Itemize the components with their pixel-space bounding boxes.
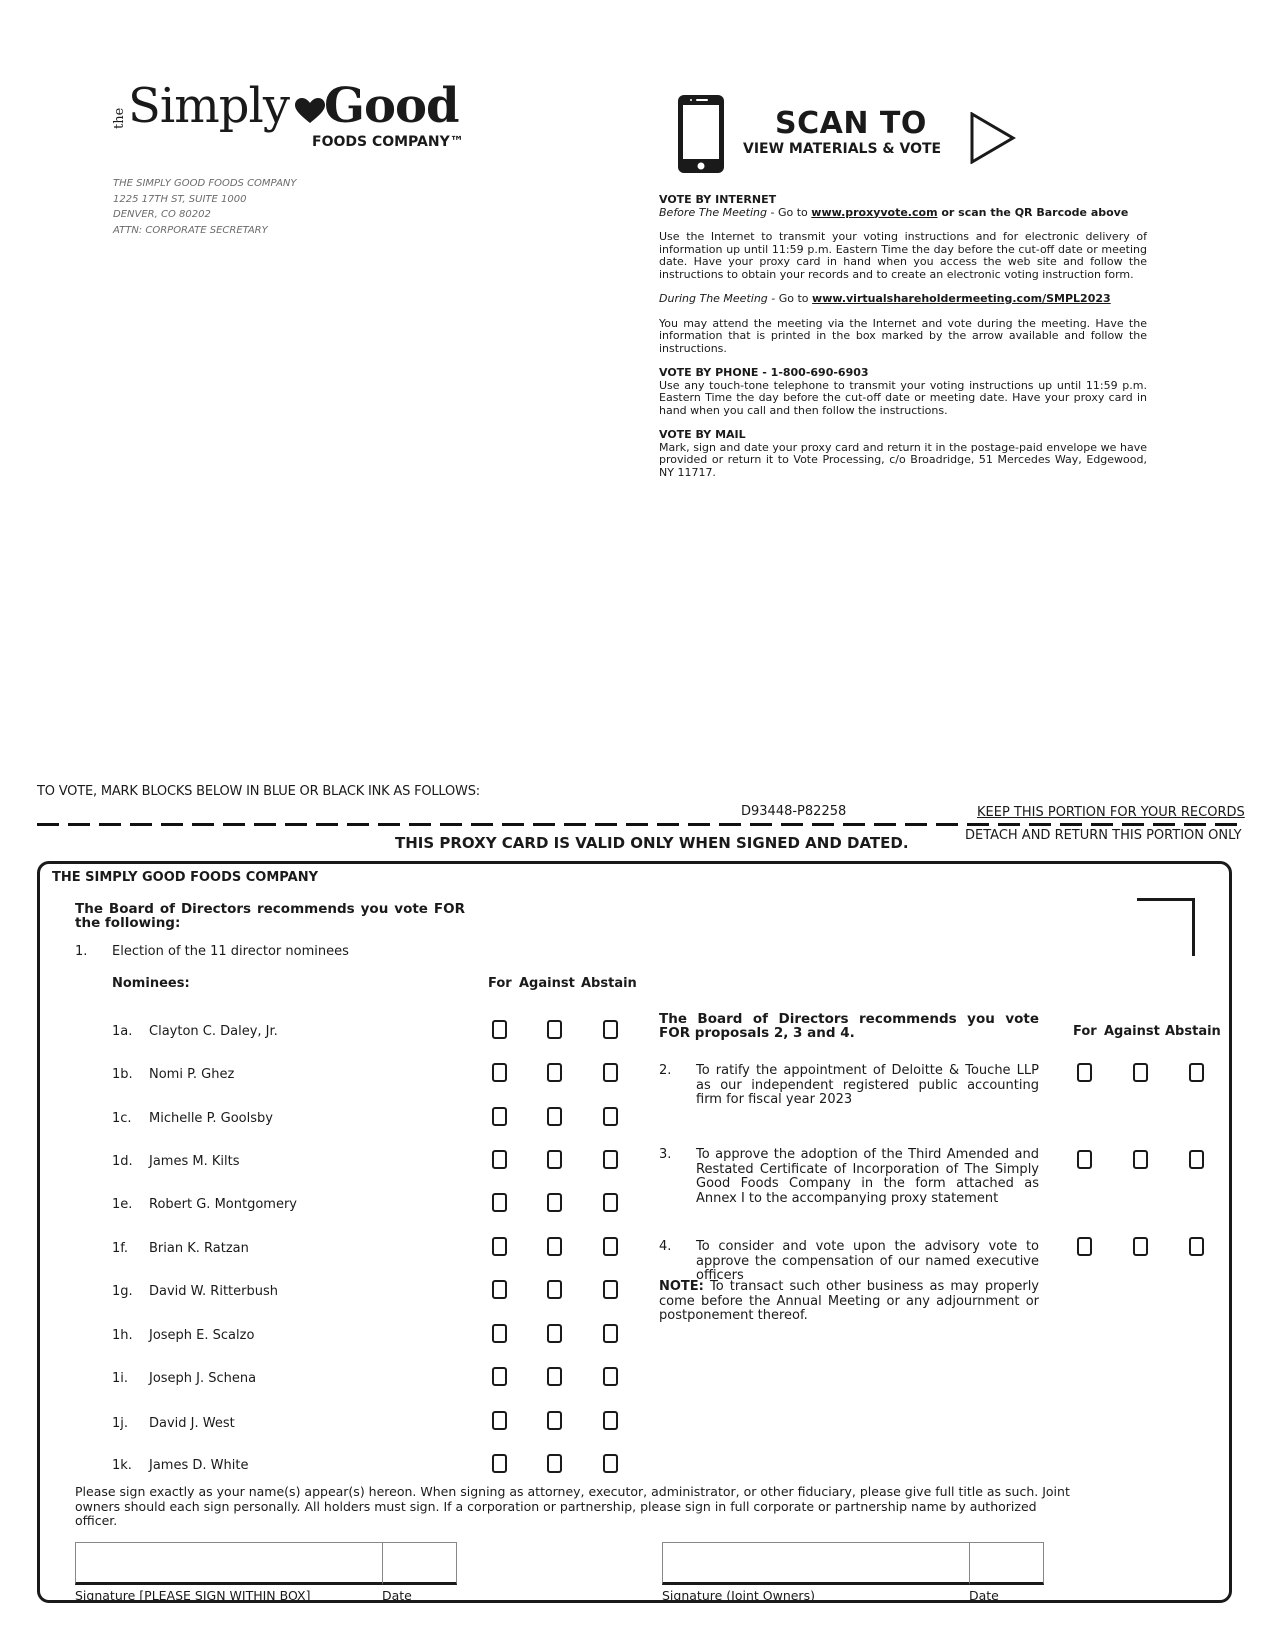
checkbox-2-for[interactable] xyxy=(1077,1063,1092,1082)
joint-date-field[interactable] xyxy=(969,1542,1044,1585)
checkbox-1i-for[interactable] xyxy=(492,1367,507,1386)
internet-heading: VOTE BY INTERNET xyxy=(659,193,777,206)
checkbox-1g-for[interactable] xyxy=(492,1280,507,1299)
checkbox-1e-against[interactable] xyxy=(547,1193,562,1212)
nominee-row: 1b. Nomi P. Ghez xyxy=(112,1067,235,1082)
mail-body: Mark, sign and date your proxy card and return it in the postage-paid envelope we have provided or return it to Vote Processing, c/o Broadridge, 51 Mercedes Way, Edgewood, NY 11717. xyxy=(659,440,1147,479)
logo-the: the xyxy=(112,107,127,129)
note: NOTE: To transact such other business as may properly come before the Annual Meeting or any adjournment or postponement thereof. xyxy=(659,1279,1039,1323)
proposal-4: 4. To consider and vote upon the advisory vote to approve the compensation of our named executive officers xyxy=(659,1239,1039,1283)
logo-simply: Simply xyxy=(128,78,289,134)
corner-registration-mark xyxy=(1137,898,1195,956)
checkbox-3-for[interactable] xyxy=(1077,1150,1092,1169)
return-address xyxy=(113,176,297,238)
scan-title: SCAN TO xyxy=(775,106,927,141)
nominee-row: 1a. Clayton C. Daley, Jr. xyxy=(112,1024,278,1039)
address-line: ATTN: CORPORATE SECRETARY xyxy=(113,224,268,236)
logo-foods-company: FOODS COMPANY™ xyxy=(312,134,464,150)
internet-during-line: During The Meeting - Go to www.virtualshareholdermeeting.com/SMPL2023 xyxy=(659,292,1111,305)
document-id: D93448-P82258 xyxy=(741,804,847,819)
phone-body: Use any touch-tone telephone to transmit your voting instructions up until 11:59 p.m. Eastern Time the day before the cut-off date or meeting date. Have your proxy card in hand when you call and then follow the instructions. xyxy=(659,378,1147,417)
column-abstain: Abstain xyxy=(581,976,637,991)
board-recommendation-1: The Board of Directors recommends you vote FOR the following: xyxy=(75,901,465,931)
joint-signature-field[interactable] xyxy=(662,1542,970,1585)
internet-before-line: Before The Meeting - Go to www.proxyvote.com or scan the QR Barcode above xyxy=(659,205,1129,219)
voting-instructions xyxy=(659,194,1147,479)
checkbox-1a-abstain[interactable] xyxy=(603,1020,618,1039)
address-line: 1225 17TH ST, SUITE 1000 xyxy=(113,193,247,205)
proposal-1: 1. Election of the 11 director nominees xyxy=(75,944,349,959)
proposal-2: 2. To ratify the appointment of Deloitte & Touche LLP as our independent registered public accounting firm for fiscal year 2023 xyxy=(659,1063,1039,1107)
joint-signature-label: Signature (Joint Owners) xyxy=(662,1588,815,1603)
heart-icon xyxy=(295,98,325,129)
signature-label: Signature [PLEASE SIGN WITHIN BOX] xyxy=(75,1588,311,1603)
checkbox-4-abstain[interactable] xyxy=(1189,1237,1204,1256)
nominee-row: 1k. James D. White xyxy=(112,1458,249,1473)
nominee-row: 1d. James M. Kilts xyxy=(112,1154,240,1169)
checkbox-1f-against[interactable] xyxy=(547,1237,562,1256)
proposal-3: 3. To approve the adoption of the Third Amended and Restated Certificate of Incorporation of The Simply Good Foods Company in the form attached as Annex I to the accompanying proxy statement xyxy=(659,1147,1039,1206)
checkbox-4-for[interactable] xyxy=(1077,1237,1092,1256)
keep-portion-label: KEEP THIS PORTION FOR YOUR RECORDS xyxy=(977,805,1245,820)
address-line: THE SIMPLY GOOD FOODS COMPANY xyxy=(113,178,297,189)
signing-instructions: Please sign exactly as your name(s) appear(s) hereon. When signing as attorney, executor, administrator, or other fiduciary, please give full title as such. Joint owners should each sign personally. All holders must sign. If a corporation or partnership, please sign in full corporate or partnership name by authorized officer. xyxy=(75,1484,1070,1528)
checkbox-1b-abstain[interactable] xyxy=(603,1063,618,1082)
detach-portion-label: DETACH AND RETURN THIS PORTION ONLY xyxy=(965,828,1242,843)
mail-heading: VOTE BY MAIL xyxy=(659,428,746,441)
checkbox-1i-abstain[interactable] xyxy=(603,1367,618,1386)
checkbox-1g-abstain[interactable] xyxy=(603,1280,618,1299)
company-logo xyxy=(112,78,472,154)
nominees-heading: Nominees: xyxy=(112,976,190,991)
checkbox-1d-for[interactable] xyxy=(492,1150,507,1169)
checkbox-4-against[interactable] xyxy=(1133,1237,1148,1256)
checkbox-1b-against[interactable] xyxy=(547,1063,562,1082)
column-abstain: Abstain xyxy=(1165,1024,1221,1039)
nominee-row: 1f. Brian K. Ratzan xyxy=(112,1241,249,1256)
checkbox-1f-abstain[interactable] xyxy=(603,1237,618,1256)
phone-heading: VOTE BY PHONE - 1-800-690-6903 xyxy=(659,366,869,379)
checkbox-1c-against[interactable] xyxy=(547,1107,562,1126)
nominee-row: 1i. Joseph J. Schena xyxy=(112,1371,257,1386)
board-recommendation-2: The Board of Directors recommends you vote FOR proposals 2, 3 and 4. xyxy=(659,1011,1039,1041)
checkbox-2-against[interactable] xyxy=(1133,1063,1148,1082)
mark-instructions: TO VOTE, MARK BLOCKS BELOW IN BLUE OR BLACK INK AS FOLLOWS: xyxy=(37,784,480,799)
card-company-name: THE SIMPLY GOOD FOODS COMPANY xyxy=(52,870,318,885)
smartphone-icon xyxy=(677,94,725,179)
column-for: For xyxy=(488,976,512,991)
virtual-meeting-link[interactable]: www.virtualshareholdermeeting.com/SMPL2023 xyxy=(812,292,1111,305)
checkbox-3-against[interactable] xyxy=(1133,1150,1148,1169)
logo-good: Good xyxy=(324,78,459,134)
checkbox-1k-for[interactable] xyxy=(492,1454,507,1473)
internet-during-body: You may attend the meeting via the Internet and vote during the meeting. Have the information that is printed in the box marked by the arrow available and follow the instructions. xyxy=(659,316,1147,355)
checkbox-1d-abstain[interactable] xyxy=(603,1150,618,1169)
checkbox-1c-for[interactable] xyxy=(492,1107,507,1126)
valid-notice: THIS PROXY CARD IS VALID ONLY WHEN SIGNED AND DATED. xyxy=(395,834,909,852)
checkbox-1a-against[interactable] xyxy=(547,1020,562,1039)
checkbox-1e-for[interactable] xyxy=(492,1193,507,1212)
scan-subtitle: VIEW MATERIALS & VOTE xyxy=(743,141,942,157)
nominee-row: 1h. Joseph E. Scalzo xyxy=(112,1328,255,1343)
checkbox-3-abstain[interactable] xyxy=(1189,1150,1204,1169)
checkbox-1h-against[interactable] xyxy=(547,1324,562,1343)
checkbox-1f-for[interactable] xyxy=(492,1237,507,1256)
column-against: Against xyxy=(1104,1024,1160,1039)
checkbox-1e-abstain[interactable] xyxy=(603,1193,618,1212)
detach-line xyxy=(37,823,1237,826)
nominee-row: 1e. Robert G. Montgomery xyxy=(112,1197,297,1212)
checkbox-1j-abstain[interactable] xyxy=(603,1411,618,1430)
checkbox-1j-against[interactable] xyxy=(547,1411,562,1430)
checkbox-2-abstain[interactable] xyxy=(1189,1063,1204,1082)
nominee-row: 1g. David W. Ritterbush xyxy=(112,1284,278,1299)
signature-field[interactable] xyxy=(75,1542,383,1585)
checkbox-1d-against[interactable] xyxy=(547,1150,562,1169)
date-field[interactable] xyxy=(382,1542,457,1585)
checkbox-1i-against[interactable] xyxy=(547,1367,562,1386)
checkbox-1a-for[interactable] xyxy=(492,1020,507,1039)
checkbox-1h-for[interactable] xyxy=(492,1324,507,1343)
checkbox-1g-against[interactable] xyxy=(547,1280,562,1299)
checkbox-1k-abstain[interactable] xyxy=(603,1454,618,1473)
nominee-row: 1c. Michelle P. Goolsby xyxy=(112,1111,273,1126)
joint-date-label: Date xyxy=(969,1588,999,1603)
column-for: For xyxy=(1073,1024,1097,1039)
proxyvote-link[interactable]: www.proxyvote.com xyxy=(811,205,938,219)
nominee-row: 1j. David J. West xyxy=(112,1416,235,1431)
checkbox-1k-against[interactable] xyxy=(547,1454,562,1473)
date-label: Date xyxy=(382,1588,412,1603)
address-line: DENVER, CO 80202 xyxy=(113,209,211,220)
checkbox-1h-abstain[interactable] xyxy=(603,1324,618,1343)
play-arrow-icon xyxy=(970,112,1016,169)
internet-body: Use the Internet to transmit your voting instructions and for electronic delivery of information up until 11:59 p.m. Eastern Time the day before the cut-off date or meeting date. Have your proxy card in hand when you access the web site and follow the instructions to obtain your records and to create an electronic voting instruction form. xyxy=(659,230,1147,281)
checkbox-1b-for[interactable] xyxy=(492,1063,507,1082)
checkbox-1j-for[interactable] xyxy=(492,1411,507,1430)
column-against: Against xyxy=(519,976,575,991)
checkbox-1c-abstain[interactable] xyxy=(603,1107,618,1126)
